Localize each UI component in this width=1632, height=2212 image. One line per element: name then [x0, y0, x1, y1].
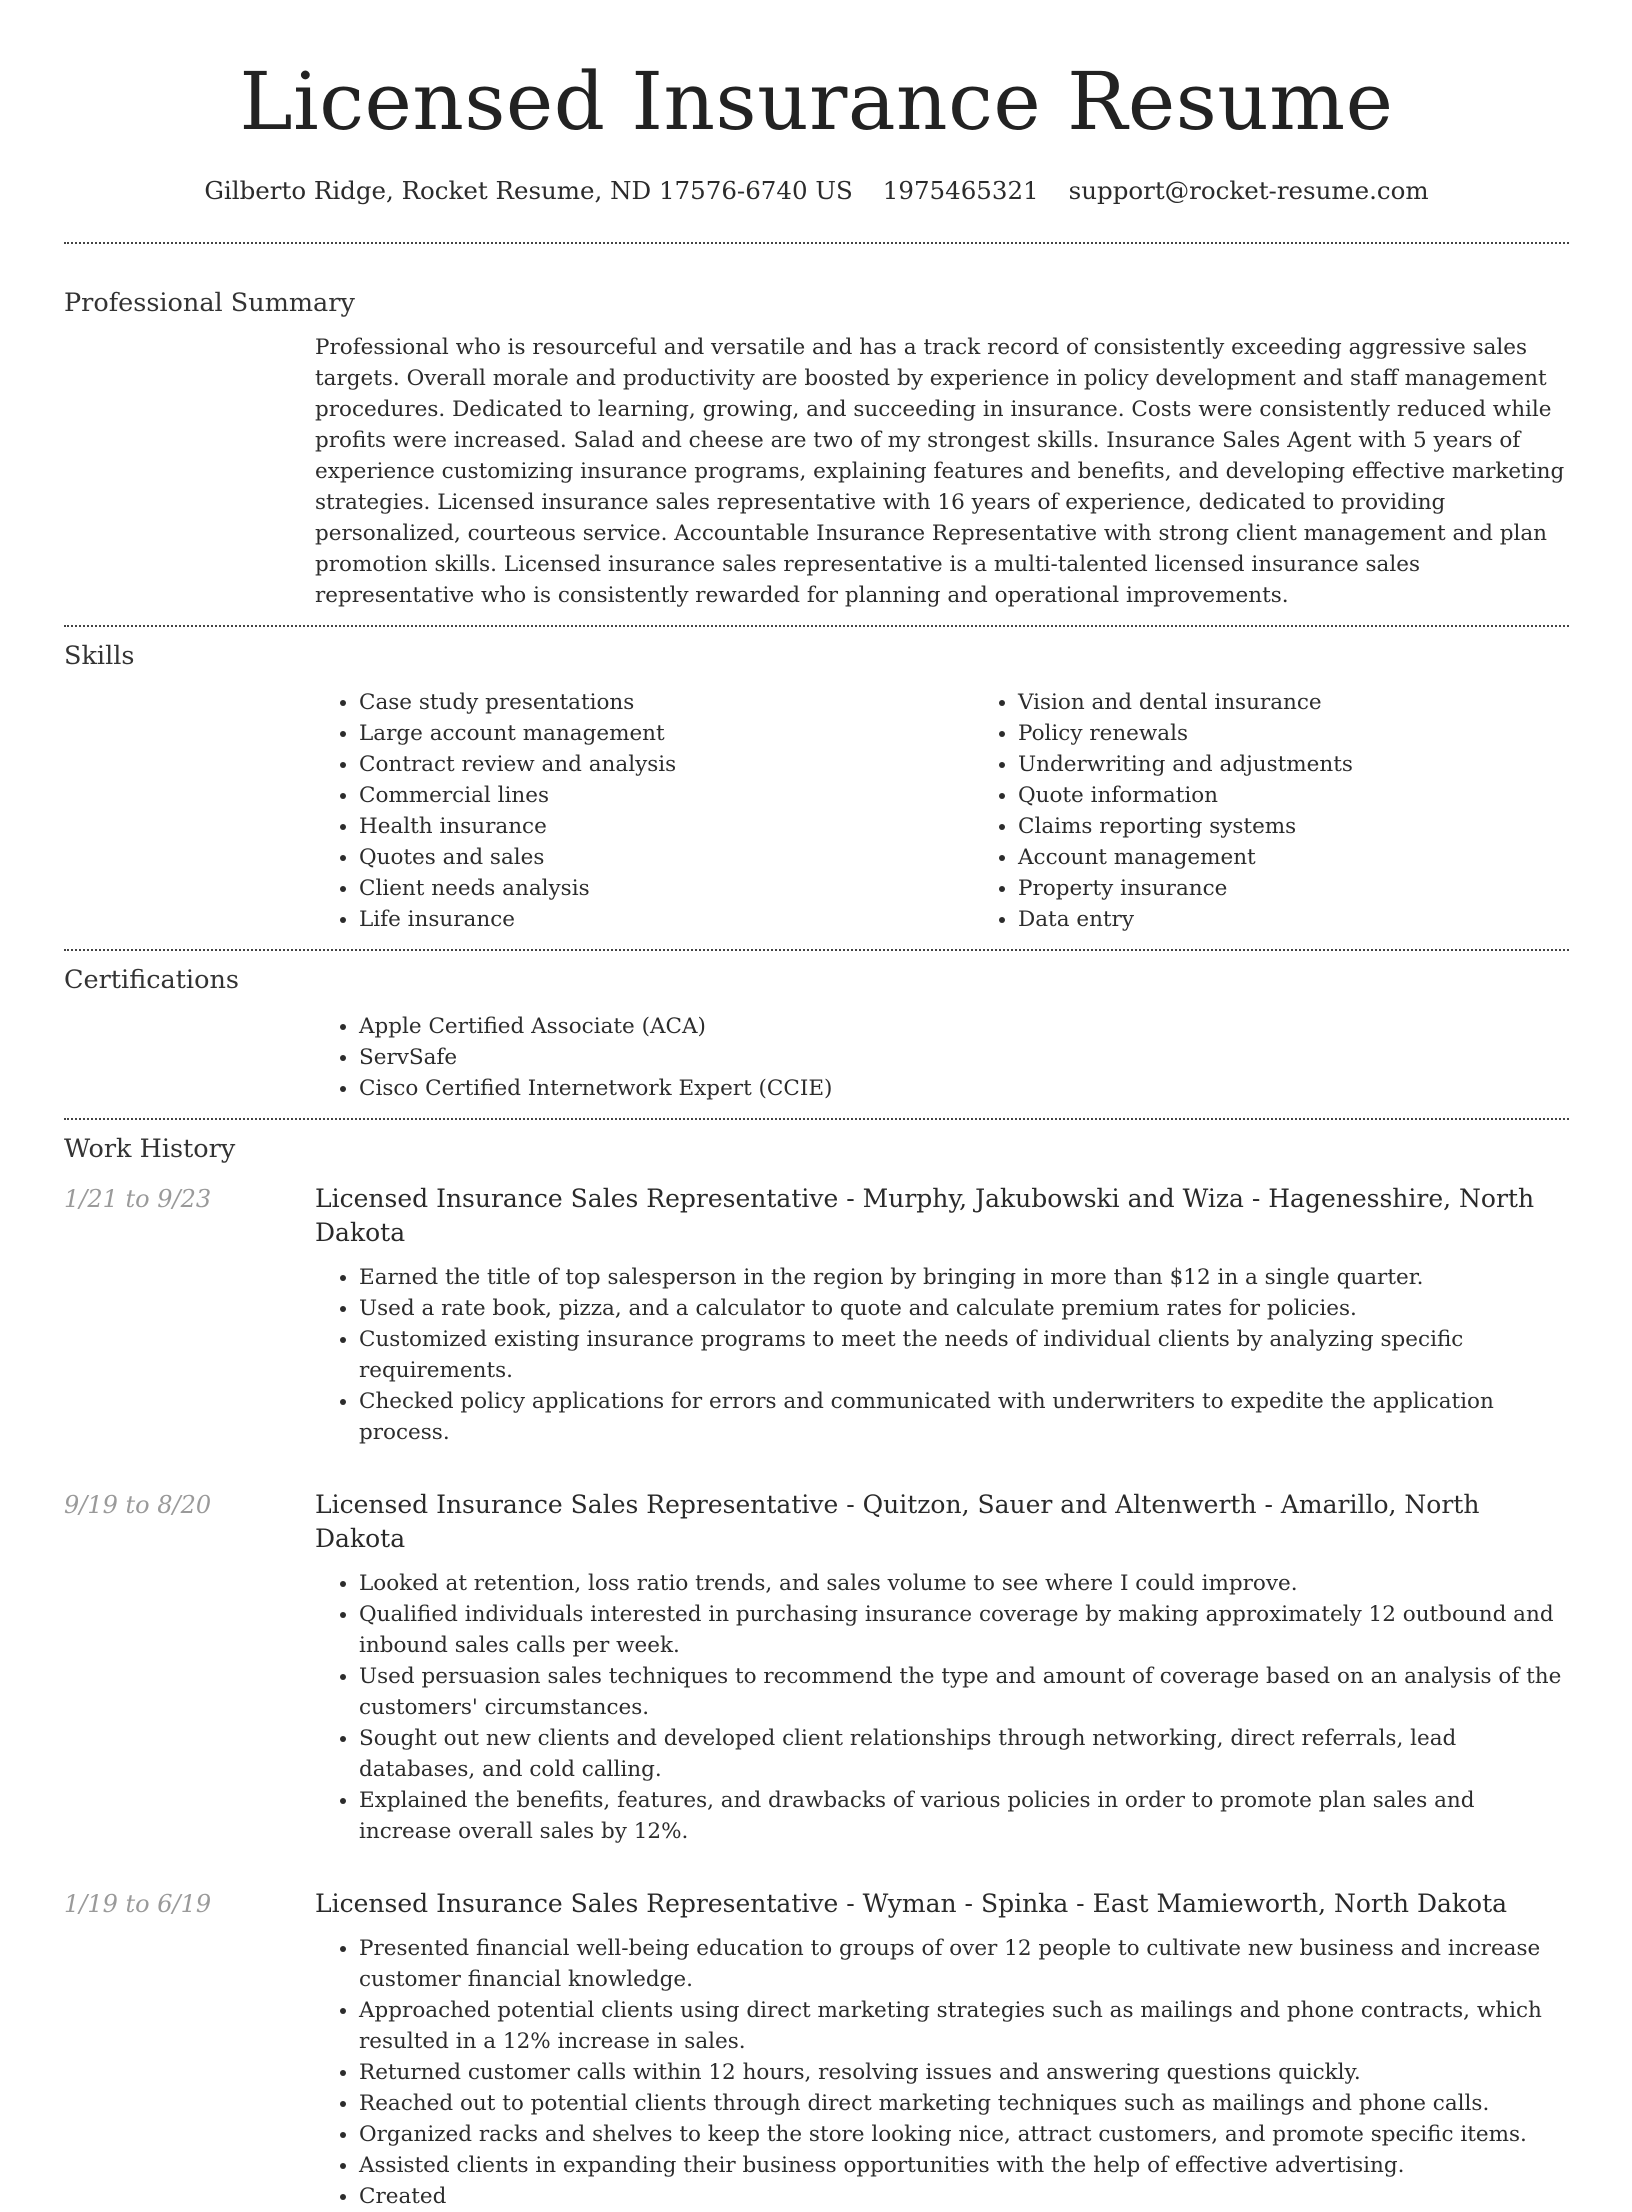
skill-item: • Vision and dental insurance: [1018, 687, 1353, 718]
job-bullet: • Earned the title of top salesperson in the region by bringing in more than $12 in a single quarter.: [359, 1262, 1569, 1293]
divider: [64, 949, 1569, 951]
job-bullets: [315, 1568, 1569, 1847]
job-bullets: [315, 1262, 1569, 1448]
job-bullet: • Created: [359, 2181, 1569, 2212]
certification-item: • Cisco Certified Internetwork Expert (CCIE): [359, 1073, 1569, 1104]
job-bullet: • Organized racks and shelves to keep the store looking nice, attract customers, and promote specific items.: [359, 2119, 1569, 2150]
job-bullet: • Customized existing insurance programs to meet the needs of individual clients by analyzing specific requirements.: [359, 1324, 1569, 1386]
skills-grid: [315, 687, 1569, 935]
job-bullet: • Qualified individuals interested in purchasing insurance coverage by making approximately 12 outbound and inbound sales calls per week.: [359, 1599, 1569, 1661]
job-title: Licensed Insurance Sales Representative - Wyman - Spinka - East Mamieworth, North Dakota: [315, 1889, 1508, 1918]
section-heading-skills: Skills: [64, 641, 135, 671]
job-bullets: [315, 1933, 1569, 2212]
resume-title: Licensed Insurance Resume: [239, 55, 1394, 148]
certifications-list: [315, 1011, 1569, 1104]
job-details: [315, 1488, 1569, 1847]
job-bullet: • Used persuasion sales techniques to recommend the type and amount of coverage based on an analysis of the customers' circumstances.: [359, 1661, 1569, 1723]
job-bullet: • Presented financial well-being education to groups of over 12 people to cultivate new business and increase customer financial knowledge.: [359, 1933, 1569, 1995]
job-bullet: • Explained the benefits, features, and drawbacks of various policies in order to promote plan sales and increase overall sales by 12%.: [359, 1785, 1569, 1847]
skill-item: • Underwriting and adjustments: [1018, 749, 1353, 780]
skill-item: • Policy renewals: [1018, 718, 1353, 749]
job-details: [315, 1182, 1569, 1448]
skill-item: • Client needs analysis: [359, 873, 974, 904]
summary-text: Professional who is resourceful and versatile and has a track record of consistently exceeding aggressive sales targets. Overall morale and productivity are boosted by experience in policy development and staff management procedures. Dedicated to learning, growing, and succeeding in insurance. Costs were consistently reduced while profits were increased. Salad and cheese are two of my strongest skills. Insurance Sales Agent with 5 years of experience customizing insurance programs, explaining features and benefits, and developing effective marketing strategies. Licensed insurance sales representative with 16 years of experience, dedicated to providing personalized, courteous service. Accountable Insurance Representative with strong client management and plan promotion skills. Licensed insurance sales representative is a multi-talented licensed insurance sales representative who is consistently rewarded for planning and operational improvements.: [315, 335, 1565, 608]
contact-phone: 1975465321: [882, 176, 1039, 205]
job-details: [315, 1887, 1569, 2212]
skills-column-2: [974, 687, 1353, 935]
skill-item: • Claims reporting systems: [1018, 811, 1353, 842]
skill-item: • Life insurance: [359, 904, 974, 935]
job-bullet: • Checked policy applications for errors and communicated with underwriters to expedite the application process.: [359, 1386, 1569, 1448]
skill-item: • Account management: [1018, 842, 1353, 873]
divider: [64, 242, 1569, 244]
job-entry: [64, 1182, 1569, 1448]
skill-item: • Case study presentations: [359, 687, 974, 718]
skill-item: • Health insurance: [359, 811, 974, 842]
job-bullet: • Assisted clients in expanding their business opportunities with the help of effective advertising.: [359, 2150, 1569, 2181]
skill-item: • Large account management: [359, 718, 974, 749]
skill-item: • Data entry: [1018, 904, 1353, 935]
job-bullet: • Sought out new clients and developed client relationships through networking, direct referrals, lead databases, and cold calling.: [359, 1723, 1569, 1785]
job-bullet: • Used a rate book, pizza, and a calculator to quote and calculate premium rates for policies.: [359, 1293, 1569, 1324]
job-entry: [64, 1887, 1569, 2212]
section-heading-work-history: Work History: [64, 1134, 236, 1164]
job-dates: 1/19 to 6/19: [64, 1890, 212, 1918]
skill-item: • Property insurance: [1018, 873, 1353, 904]
skill-item: • Quotes and sales: [359, 842, 974, 873]
job-bullet: • Reached out to potential clients through direct marketing techniques such as mailings and phone calls.: [359, 2088, 1569, 2119]
contact-line: [64, 174, 1569, 208]
job-bullet: • Looked at retention, loss ratio trends, and sales volume to see where I could improve.: [359, 1568, 1569, 1599]
skills-column-1: [315, 687, 974, 935]
job-title: Licensed Insurance Sales Representative - Quitzon, Sauer and Altenwerth - Amarillo, North Dakota: [315, 1490, 1480, 1553]
job-dates: 9/19 to 8/20: [64, 1491, 212, 1519]
job-bullet: • Returned customer calls within 12 hours, resolving issues and answering questions quickly.: [359, 2057, 1569, 2088]
section-heading-summary: Professional Summary: [64, 288, 355, 318]
contact-email[interactable]: support@rocket-resume.com: [1068, 176, 1429, 205]
job-dates: 1/21 to 9/23: [64, 1185, 212, 1213]
job-bullet: • Approached potential clients using direct marketing strategies such as mailings and phone contracts, which resulted in a 12% increase in sales.: [359, 1995, 1569, 2057]
skill-item: • Commercial lines: [359, 780, 974, 811]
resume-page: [64, 0, 1569, 2212]
divider: [64, 625, 1569, 627]
job-title: Licensed Insurance Sales Representative - Murphy, Jakubowski and Wiza - Hagenesshire, North Dakota: [315, 1184, 1535, 1247]
skill-item: • Quote information: [1018, 780, 1353, 811]
divider: [64, 1118, 1569, 1120]
certification-item: • Apple Certified Associate (ACA): [359, 1011, 1569, 1042]
certification-item: • ServSafe: [359, 1042, 1569, 1073]
contact-address: Gilberto Ridge, Rocket Resume, ND 17576-6740 US: [204, 176, 853, 205]
section-heading-certifications: Certifications: [64, 965, 239, 995]
skill-item: • Contract review and analysis: [359, 749, 974, 780]
job-entry: [64, 1488, 1569, 1847]
